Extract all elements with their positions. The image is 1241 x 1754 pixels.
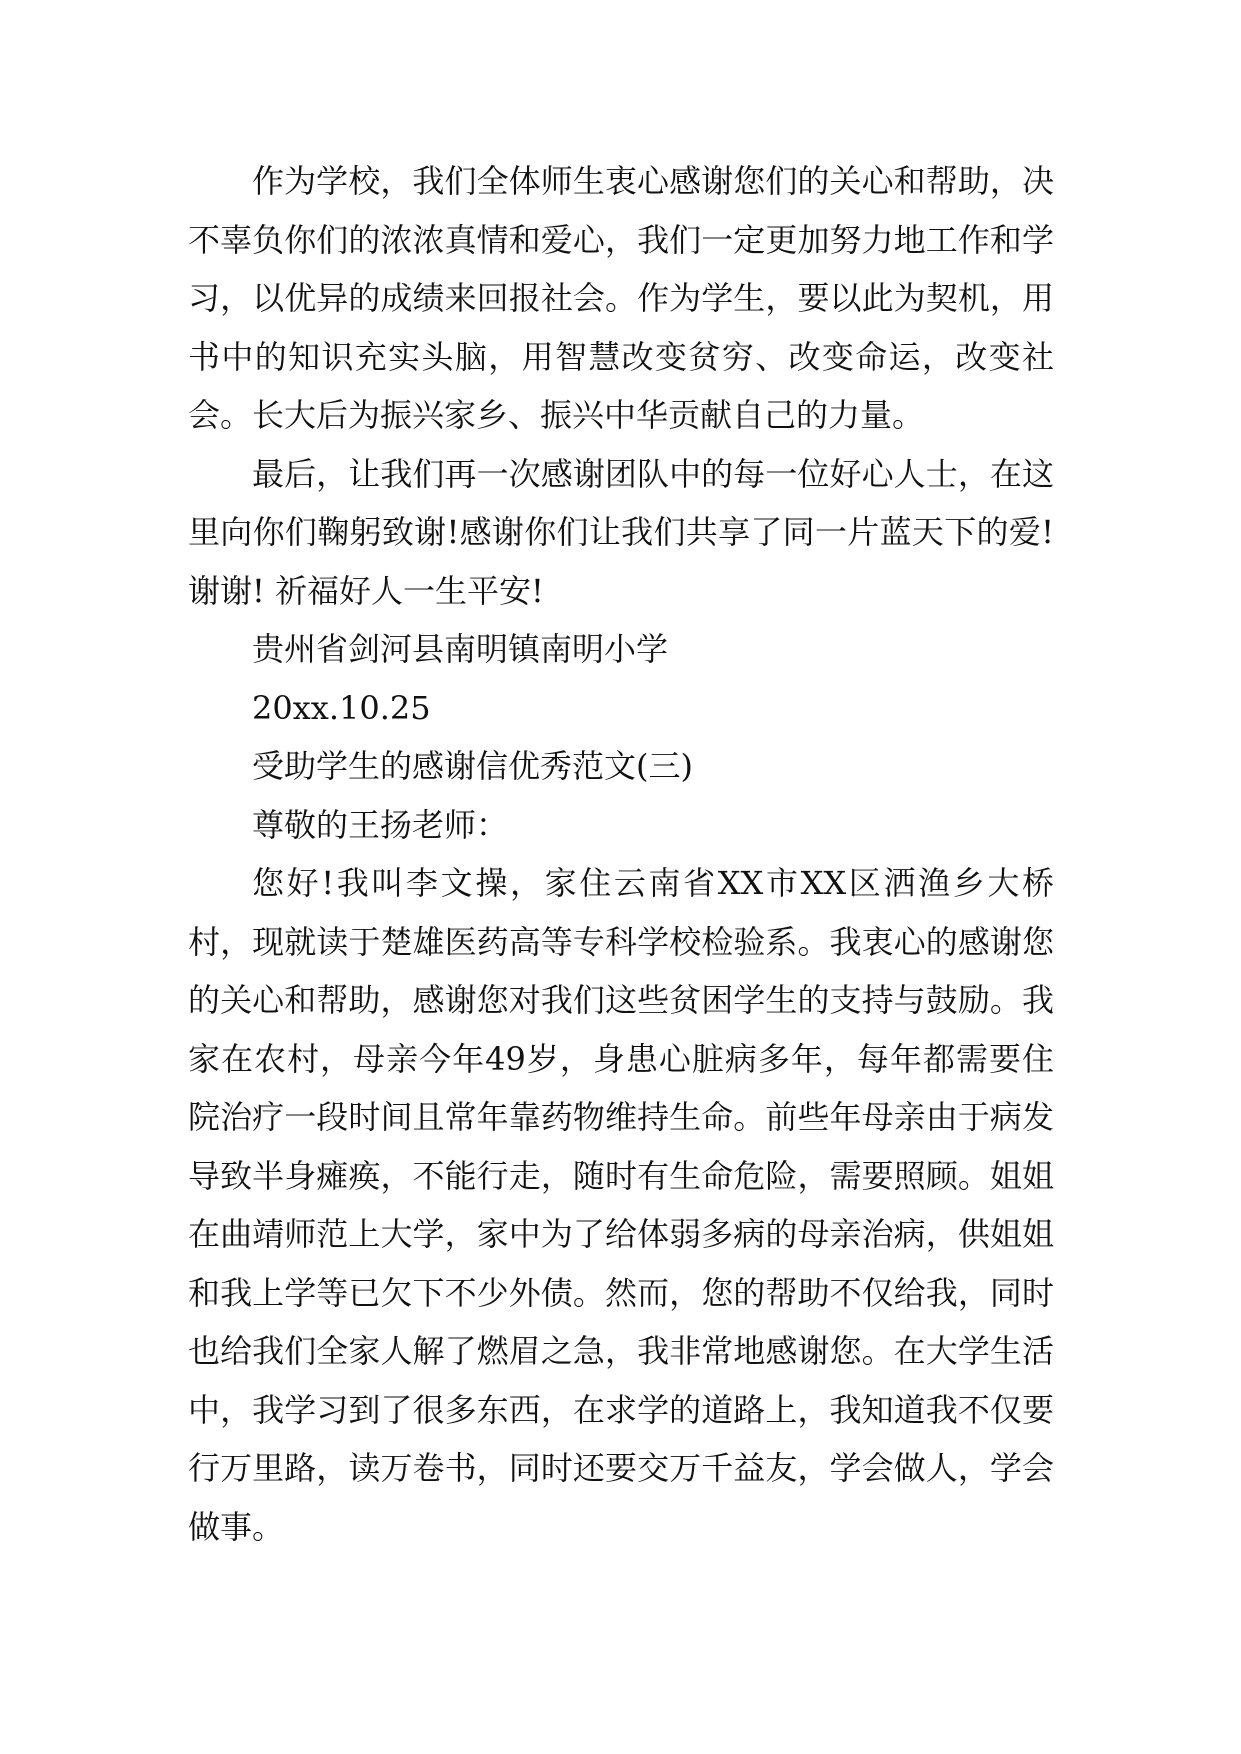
section-title: 受助学生的感谢信优秀范文(三): [252, 747, 693, 785]
salutation-line: 尊敬的王扬老师：: [252, 805, 509, 844]
body-paragraph-closing-thanks: 最后，让我们再一次感谢团队中的每一位好心人士，在这里向你们鞠躬致谢!感谢你们让我们共享了同一片蓝天下的爱!谢谢! 祈福好人一生平安!: [188, 454, 1054, 610]
date-line: 20xx.10.25: [252, 688, 431, 727]
body-paragraph-student-letter: 您好!我叫李文操，家住云南省XX市XX区洒渔乡大桥村，现就读于楚雄医药高等专科学校检验系。我衷心的感谢您的关心和帮助，感谢您对我们这些贫困学生的支持与鼓励。我家在农村，母亲今年49岁，身患心脏病多年，每年都需要住院治疗一段时间且常年靠药物维持生命。前些年母亲由于病发导致半身瘫痪，不能行走，随时有生命危险，需要照顾。姐姐在曲靖师范上大学，家中为了给体弱多病的母亲治病，供姐姐和我上学等已欠下不少外债。然而，您的帮助不仅给我，同时也给我们全家人解了燃眉之急，我非常地感谢您。在大学生活中，我学习到了很多东西，在求学的道路上，我知道我不仅要行万里路，读万卷书，同时还要交万千益友，学会做人，学会做事。: [188, 864, 1054, 1546]
signature-line: 贵州省剑河县南明镇南明小学: [252, 630, 669, 668]
body-paragraph-school-thanks: 作为学校，我们全体师生衷心感谢您们的关心和帮助，决不辜负你们的浓浓真情和爱心，我们一定更加努力地工作和学习，以优异的成绩来回报社会。作为学生，要以此为契机，用书中的知识充实头脑，用智慧改变贫穷、改变命运，改变社会。长大后为振兴家乡、振兴中华贡献自己的力量。: [188, 162, 1054, 434]
document-page: [188, 152, 1054, 1556]
